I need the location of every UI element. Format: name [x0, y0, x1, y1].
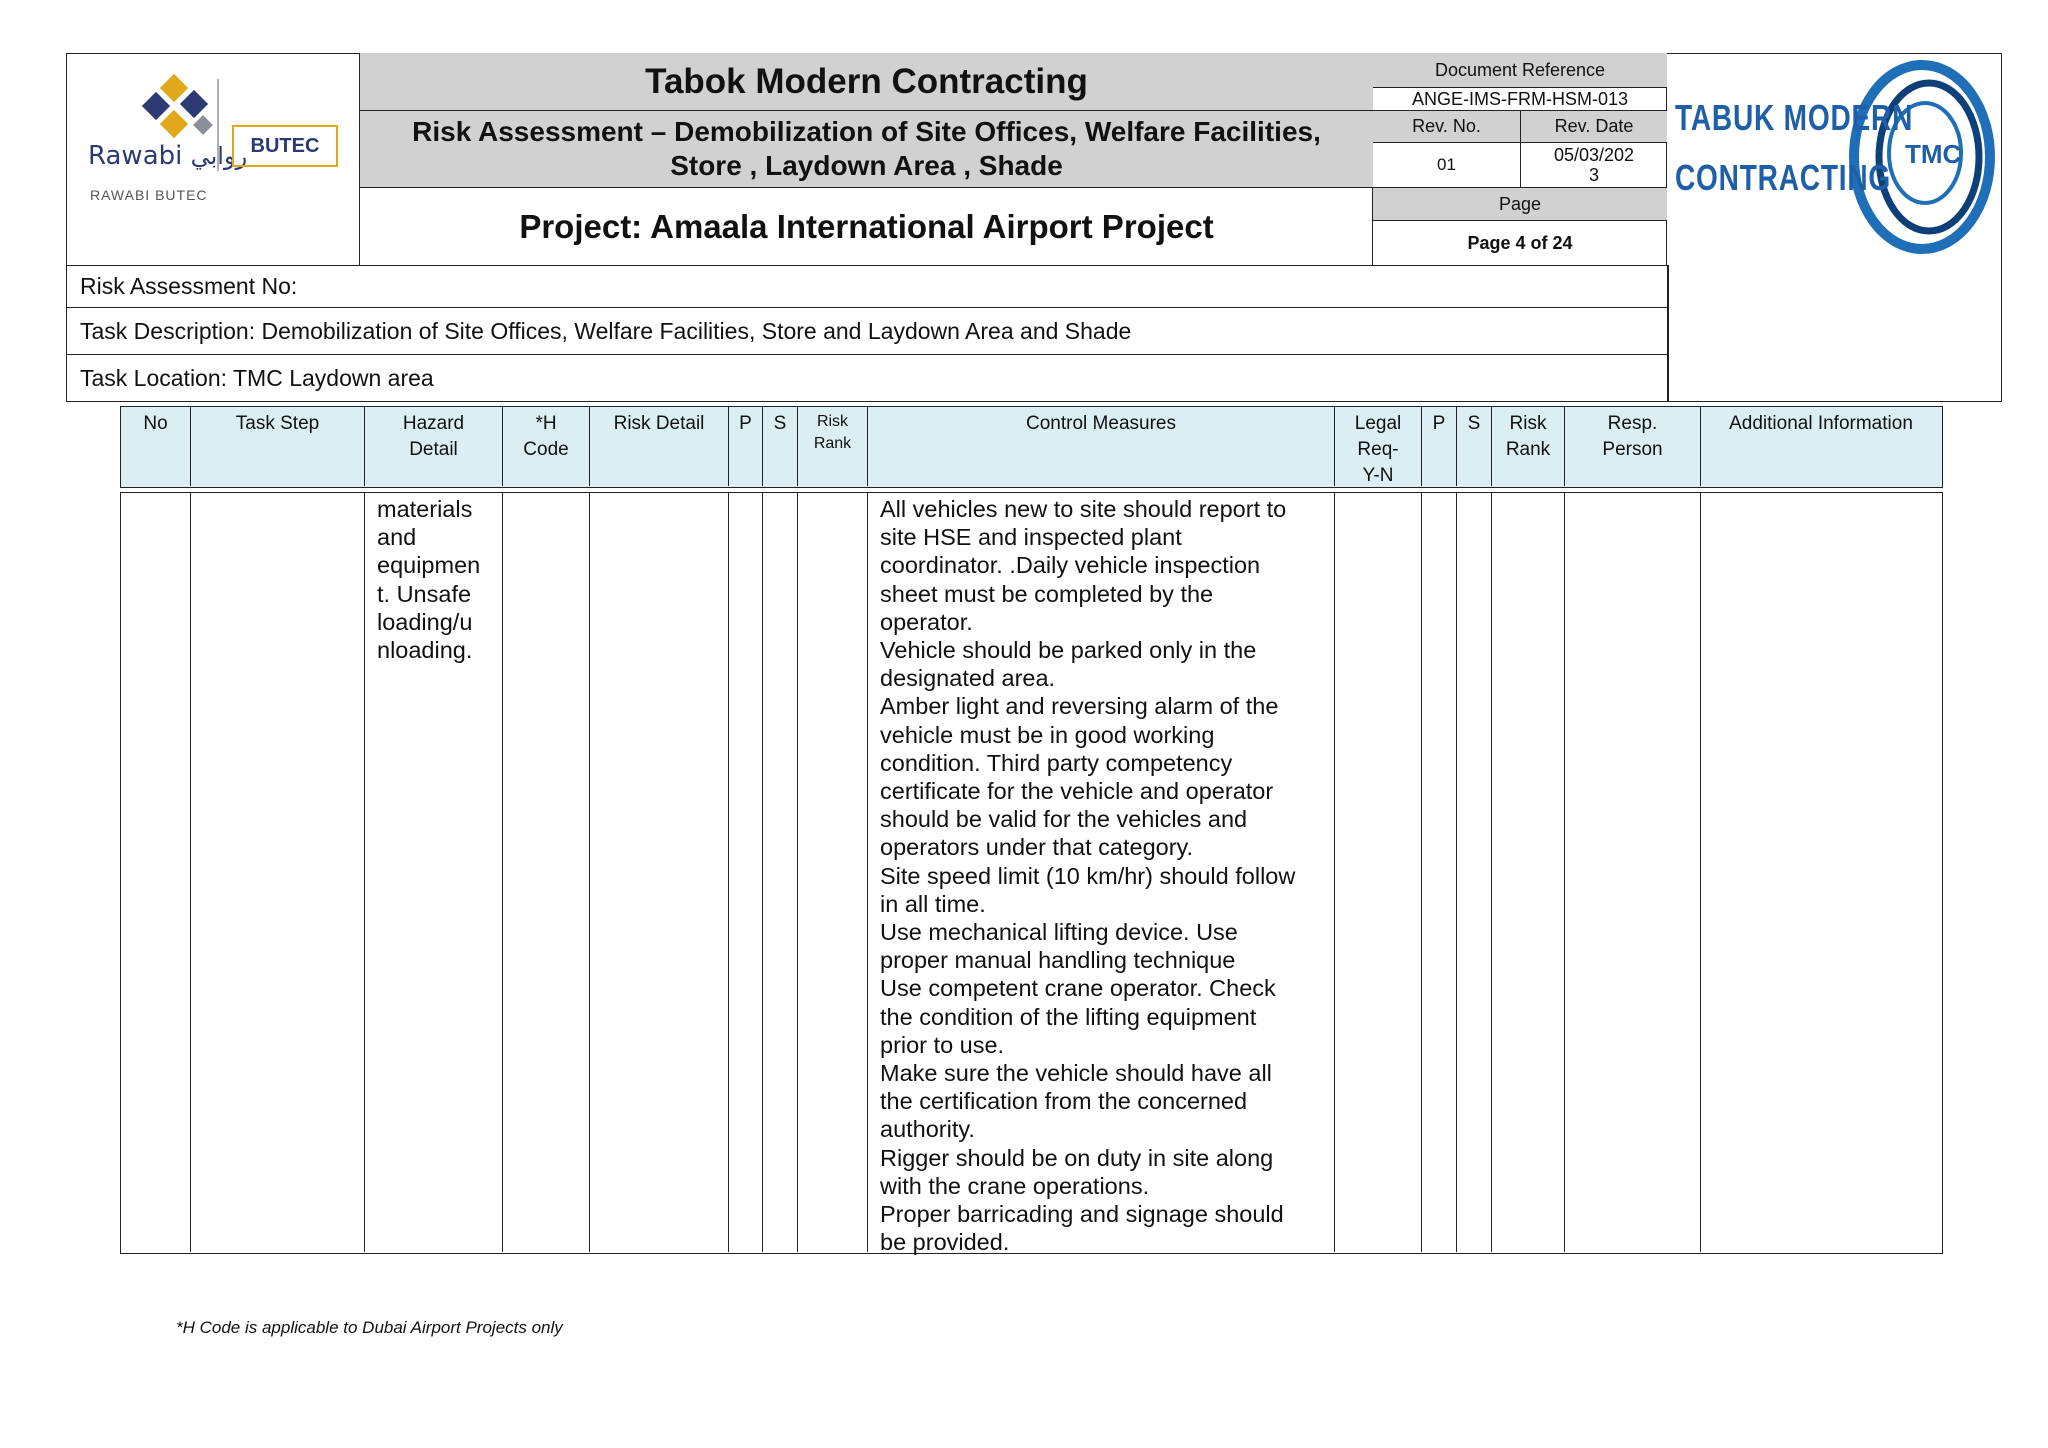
col-resp-person: Resp. Person — [1565, 407, 1701, 486]
col-control-measures: Control Measures — [868, 407, 1335, 486]
col-risk-rank: Risk Rank — [798, 407, 868, 486]
cell-control-measures: All vehicles new to site should report to site HSE and inspected plant coordinator. .Daily vehicle inspection sheet must be completed by the operator. Vehicle should be parked only in the designated area. Amber light and reversing alarm of the vehicle must be in good working condition. Third party competency certificate for the vehicle and operator should be valid for the vehicles and operators under that category. Site speed limit (10 km/hr) should follow in all time. Use mechanical lifting device. Use proper manual handling technique Use competent crane operator. Check the condition of the lifting equipment prior to use. Make sure the vehicle should have all the certification from the concerned authority. Rigger should be on duty in site along with the crane operations. Proper barricading and signage should be provided. — [868, 493, 1335, 1252]
col-h-code: *H Code — [503, 407, 590, 486]
col-legal-req: Legal Req- Y-N — [1335, 407, 1422, 486]
col-hazard-detail: Hazard Detail — [365, 407, 503, 486]
tmc-logo — [1667, 53, 2002, 265]
page-label: Page — [1373, 188, 1667, 221]
tmc-logo-line-2: CONTRACTING — [1675, 157, 1892, 198]
col-s: S — [763, 407, 798, 486]
cell-resp-person — [1565, 493, 1701, 1252]
table-row — [120, 492, 1943, 1254]
task-location: Task Location: TMC Laydown area — [66, 354, 1667, 402]
cell-no — [121, 493, 191, 1252]
risk-assessment-no: Risk Assessment No: — [66, 265, 1667, 307]
ra-title-line-2: Store , Laydown Area , Shade — [670, 150, 1063, 181]
cell-additional-information — [1701, 493, 1941, 1252]
document-reference-block — [1373, 53, 1667, 265]
title-block — [360, 53, 1373, 265]
tmc-logo-line-1: TABUK MODERN — [1675, 97, 1914, 138]
cell-p — [729, 493, 763, 1252]
table-header-row — [120, 406, 1943, 488]
col-s-residual: S — [1457, 407, 1492, 486]
cell-risk-detail — [590, 493, 729, 1252]
cell-h-code — [503, 493, 590, 1252]
task-description: Task Description: Demobilization of Site Offices, Welfare Facilities, Store and Laydown Area and Shade — [66, 307, 1667, 354]
col-no: No — [121, 407, 191, 486]
rev-no-value: 01 — [1373, 143, 1520, 188]
ra-title-line-1: Risk Assessment – Demobilization of Site Offices, Welfare Facilities, — [412, 116, 1321, 147]
butec-badge: BUTEC — [232, 125, 338, 167]
rev-date-label: Rev. Date — [1520, 111, 1667, 143]
page-number: Page 4 of 24 — [1467, 232, 1573, 253]
col-task-step: Task Step — [191, 407, 365, 486]
col-risk-detail: Risk Detail — [590, 407, 729, 486]
cell-p-residual — [1422, 493, 1457, 1252]
rev-no-label: Rev. No. — [1373, 111, 1520, 143]
col-p: P — [729, 407, 763, 486]
rawabi-butec-logo — [66, 53, 360, 265]
cell-risk-rank-residual — [1492, 493, 1565, 1252]
rev-date-value: 05/03/202 3 — [1520, 143, 1667, 188]
info-divider — [1667, 265, 1669, 402]
company-title: Tabok Modern Contracting — [360, 53, 1373, 111]
cell-s-residual — [1457, 493, 1492, 1252]
cell-hazard-detail: materials and equipmen t. Unsafe loading/u nloading. — [365, 493, 503, 1252]
risk-assessment-title — [360, 111, 1373, 188]
col-risk-rank-residual: Risk Rank — [1492, 407, 1565, 486]
cell-risk-rank — [798, 493, 868, 1252]
tmc-logo-mark: TMC — [1905, 139, 1962, 169]
rawabi-sub-text: RAWABI BUTEC — [90, 187, 208, 203]
doc-ref-value: ANGE-IMS-FRM-HSM-013 — [1373, 88, 1667, 111]
rawabi-brand-text: Rawabi روابي — [88, 141, 248, 171]
cell-legal-req — [1335, 493, 1422, 1252]
doc-ref-label: Document Reference — [1373, 53, 1667, 88]
col-p-residual: P — [1422, 407, 1457, 486]
cell-task-step — [191, 493, 365, 1252]
col-additional-information: Additional Information — [1729, 413, 1913, 434]
cell-s — [763, 493, 798, 1252]
project-title: Project: Amaala International Airport Project — [519, 207, 1214, 245]
footnote: *H Code is applicable to Dubai Airport Projects only — [176, 1318, 563, 1337]
